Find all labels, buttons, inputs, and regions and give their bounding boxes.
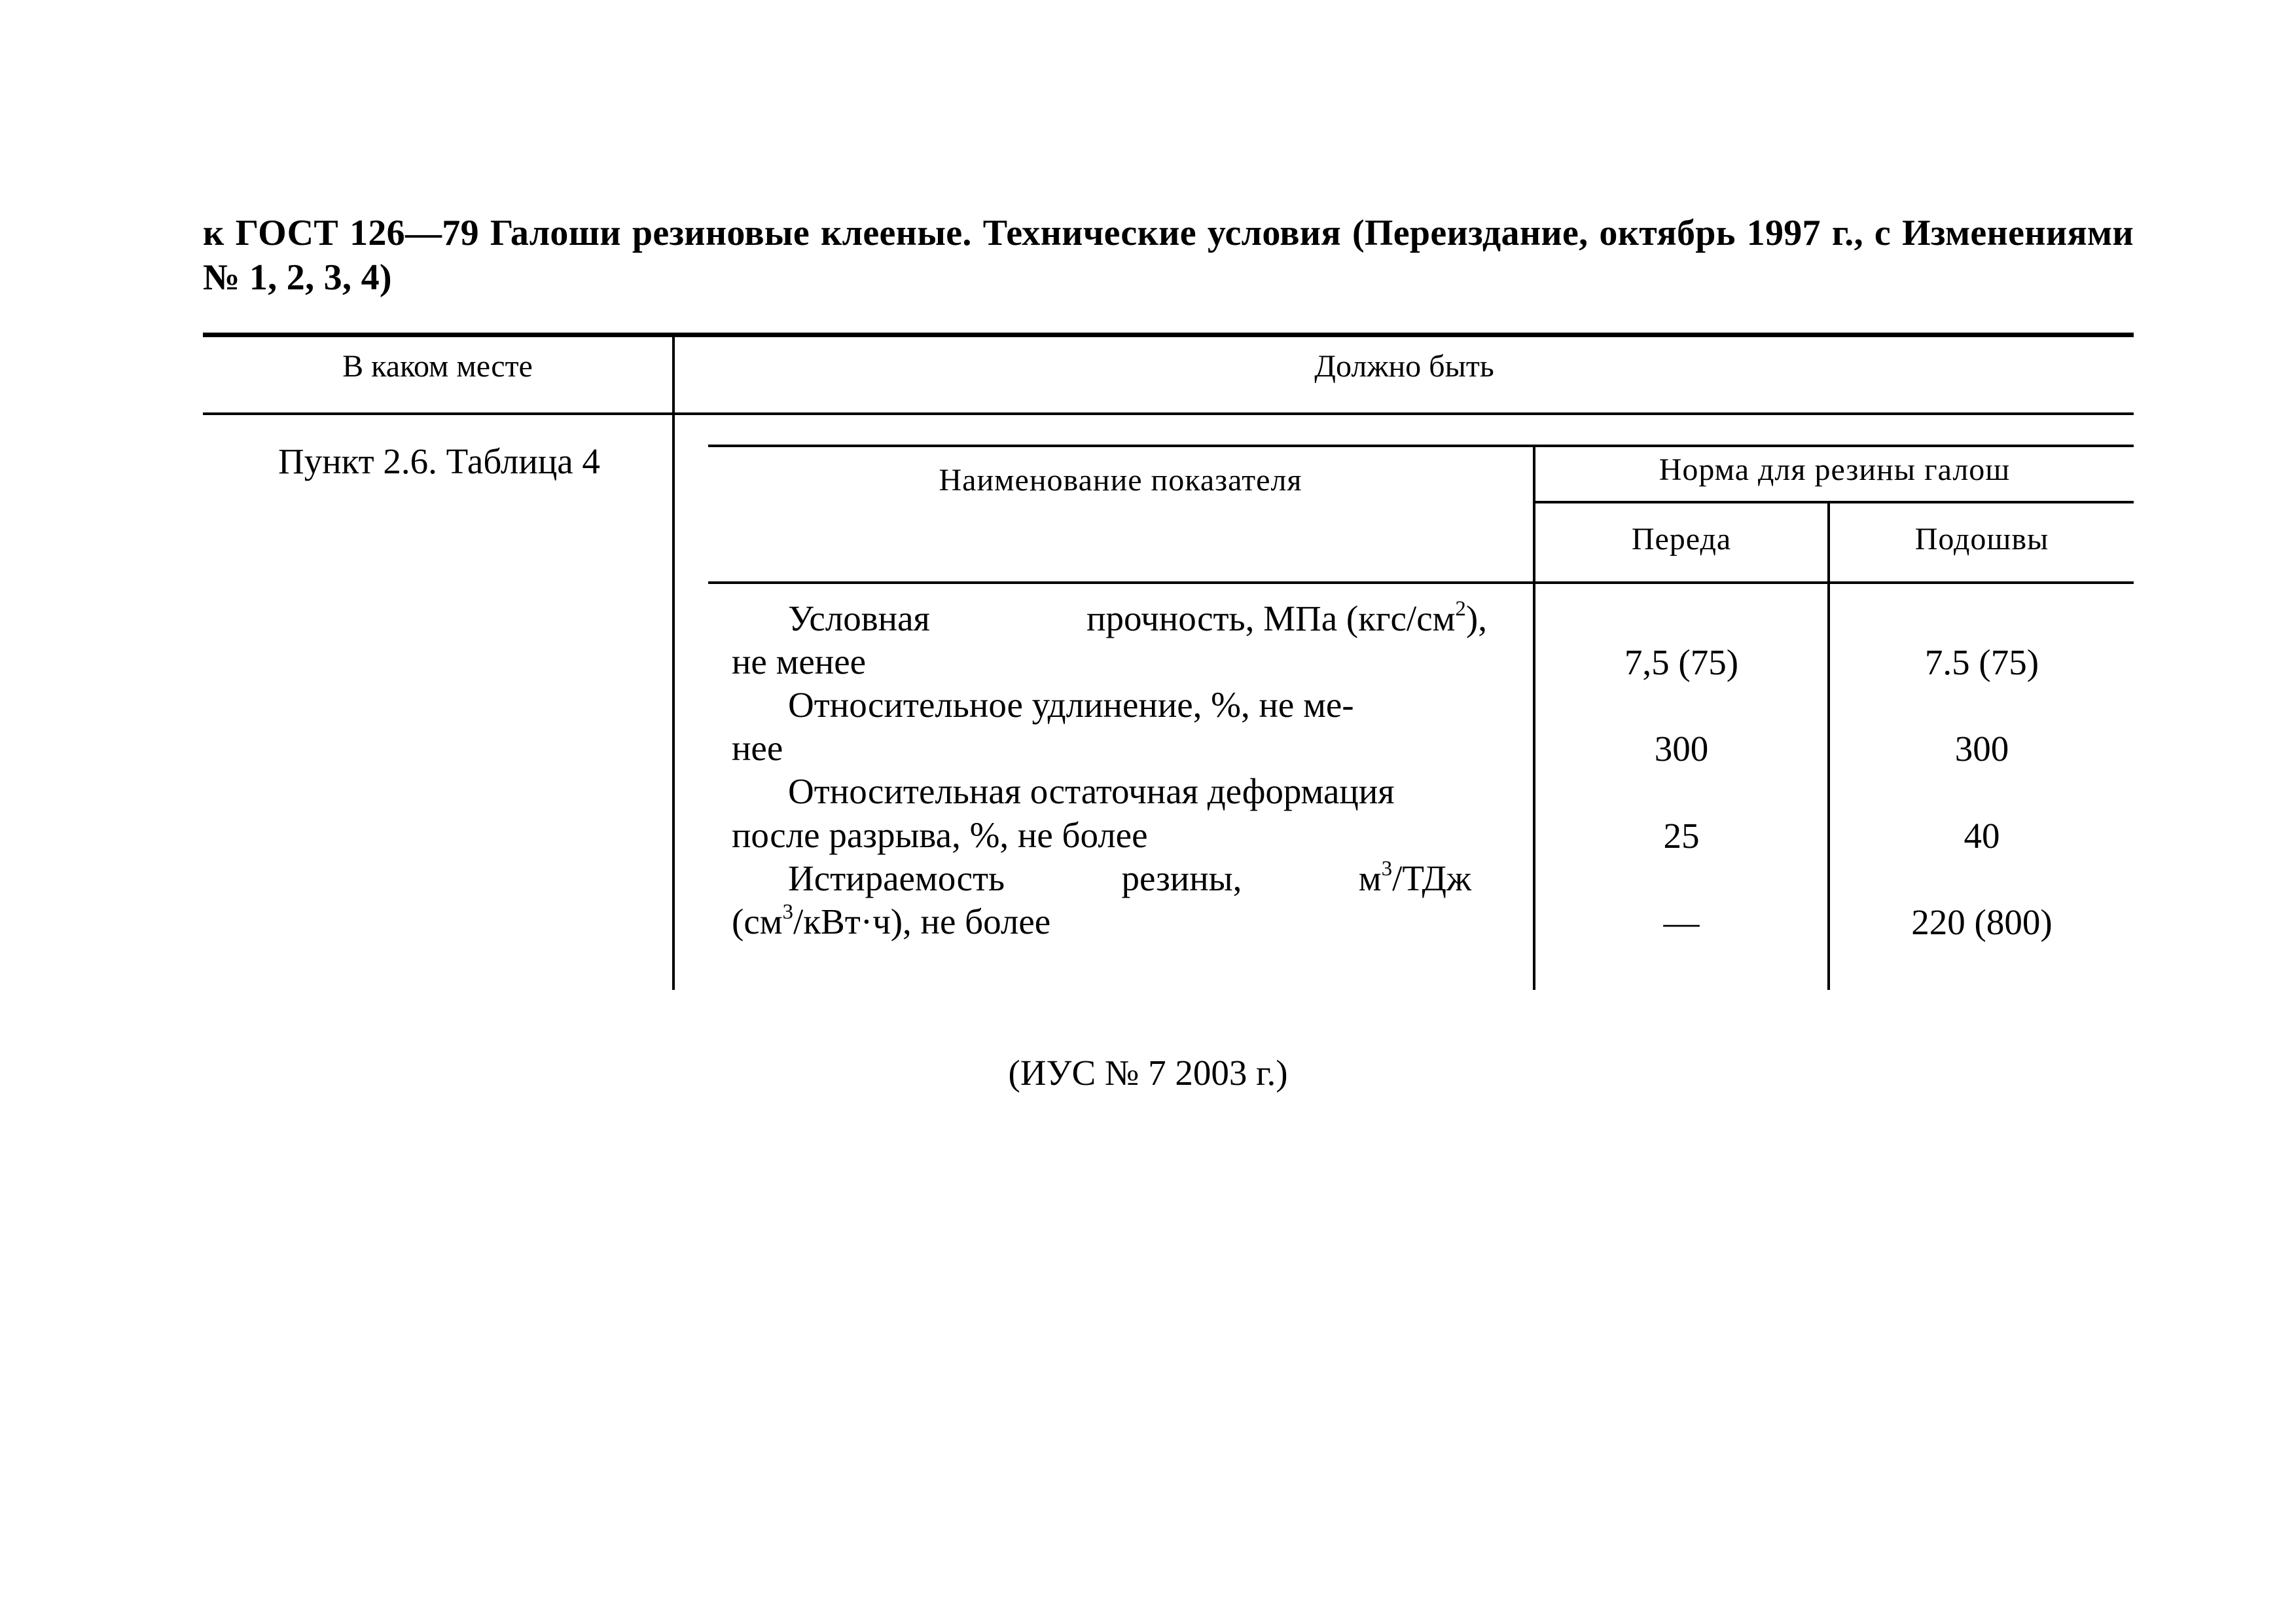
row-2-sole-value: 300	[1954, 729, 2009, 769]
row-1-name-line-1: Условная прочность, МПа $(кгс/см^2)$,	[788, 596, 1487, 638]
inner-table-top-rule	[708, 445, 2134, 447]
inner-table-subheader-rule	[1533, 501, 2134, 503]
row-3-front-value: 25	[1663, 816, 1700, 856]
row-4-sole-value: 220 (800)	[1911, 902, 2053, 942]
location-reference: Пункт 2.6. Таблица 4	[278, 441, 600, 481]
inner-table-header-bottom-rule	[708, 581, 2134, 584]
column-header-rubber-norm: Норма для резины галош	[1659, 452, 2011, 487]
row-2-name-line-1: Относительное удлинение, %, не ме-	[788, 685, 1354, 725]
column-header-where: В каком месте	[342, 349, 533, 384]
document-heading: к ГОСТ 126—79 Галоши резиновые клееные. Технические условия (Переиздание, октябрь 1997 г., с Изменениями № 1, 2, 3, 4)	[203, 213, 2134, 298]
row-3-name-line-2: после разрыва, %, не более	[732, 815, 1148, 855]
column-header-should-be: Должно быть	[1314, 349, 1494, 384]
column-header-indicator-name: Наименование показателя	[939, 463, 1302, 498]
row-3-name-line-1: Относительная остаточная деформация	[788, 771, 1395, 811]
row-1-front-value: 7,5 (75)	[1624, 642, 1739, 682]
row-2-front-value: 300	[1654, 729, 1709, 769]
row-4-name-line-2: $(см^3/кВт\cdot ч)$, не более	[732, 900, 1051, 941]
column-header-sole: Подошвы	[1914, 522, 2049, 556]
row-1-name-line-2: не менее	[732, 642, 867, 682]
row-2-name-line-2: нее	[732, 728, 783, 768]
row-4-front-value: —	[1663, 902, 1700, 942]
outer-table-top-rule	[203, 333, 2134, 337]
row-3-sole-value: 40	[1964, 816, 2000, 856]
row-4-name-line-1: Истираемость резины, $м^3$/ТДж	[788, 856, 1471, 898]
column-header-front: Переда	[1631, 522, 1732, 556]
outer-table-header-rule	[203, 412, 2134, 415]
row-1-sole-value: 7.5 (75)	[1924, 642, 2039, 682]
outer-table-column-divider	[672, 334, 675, 990]
change-notice-reference: (ИУС № 7 2003 г.)	[1008, 1053, 1288, 1093]
